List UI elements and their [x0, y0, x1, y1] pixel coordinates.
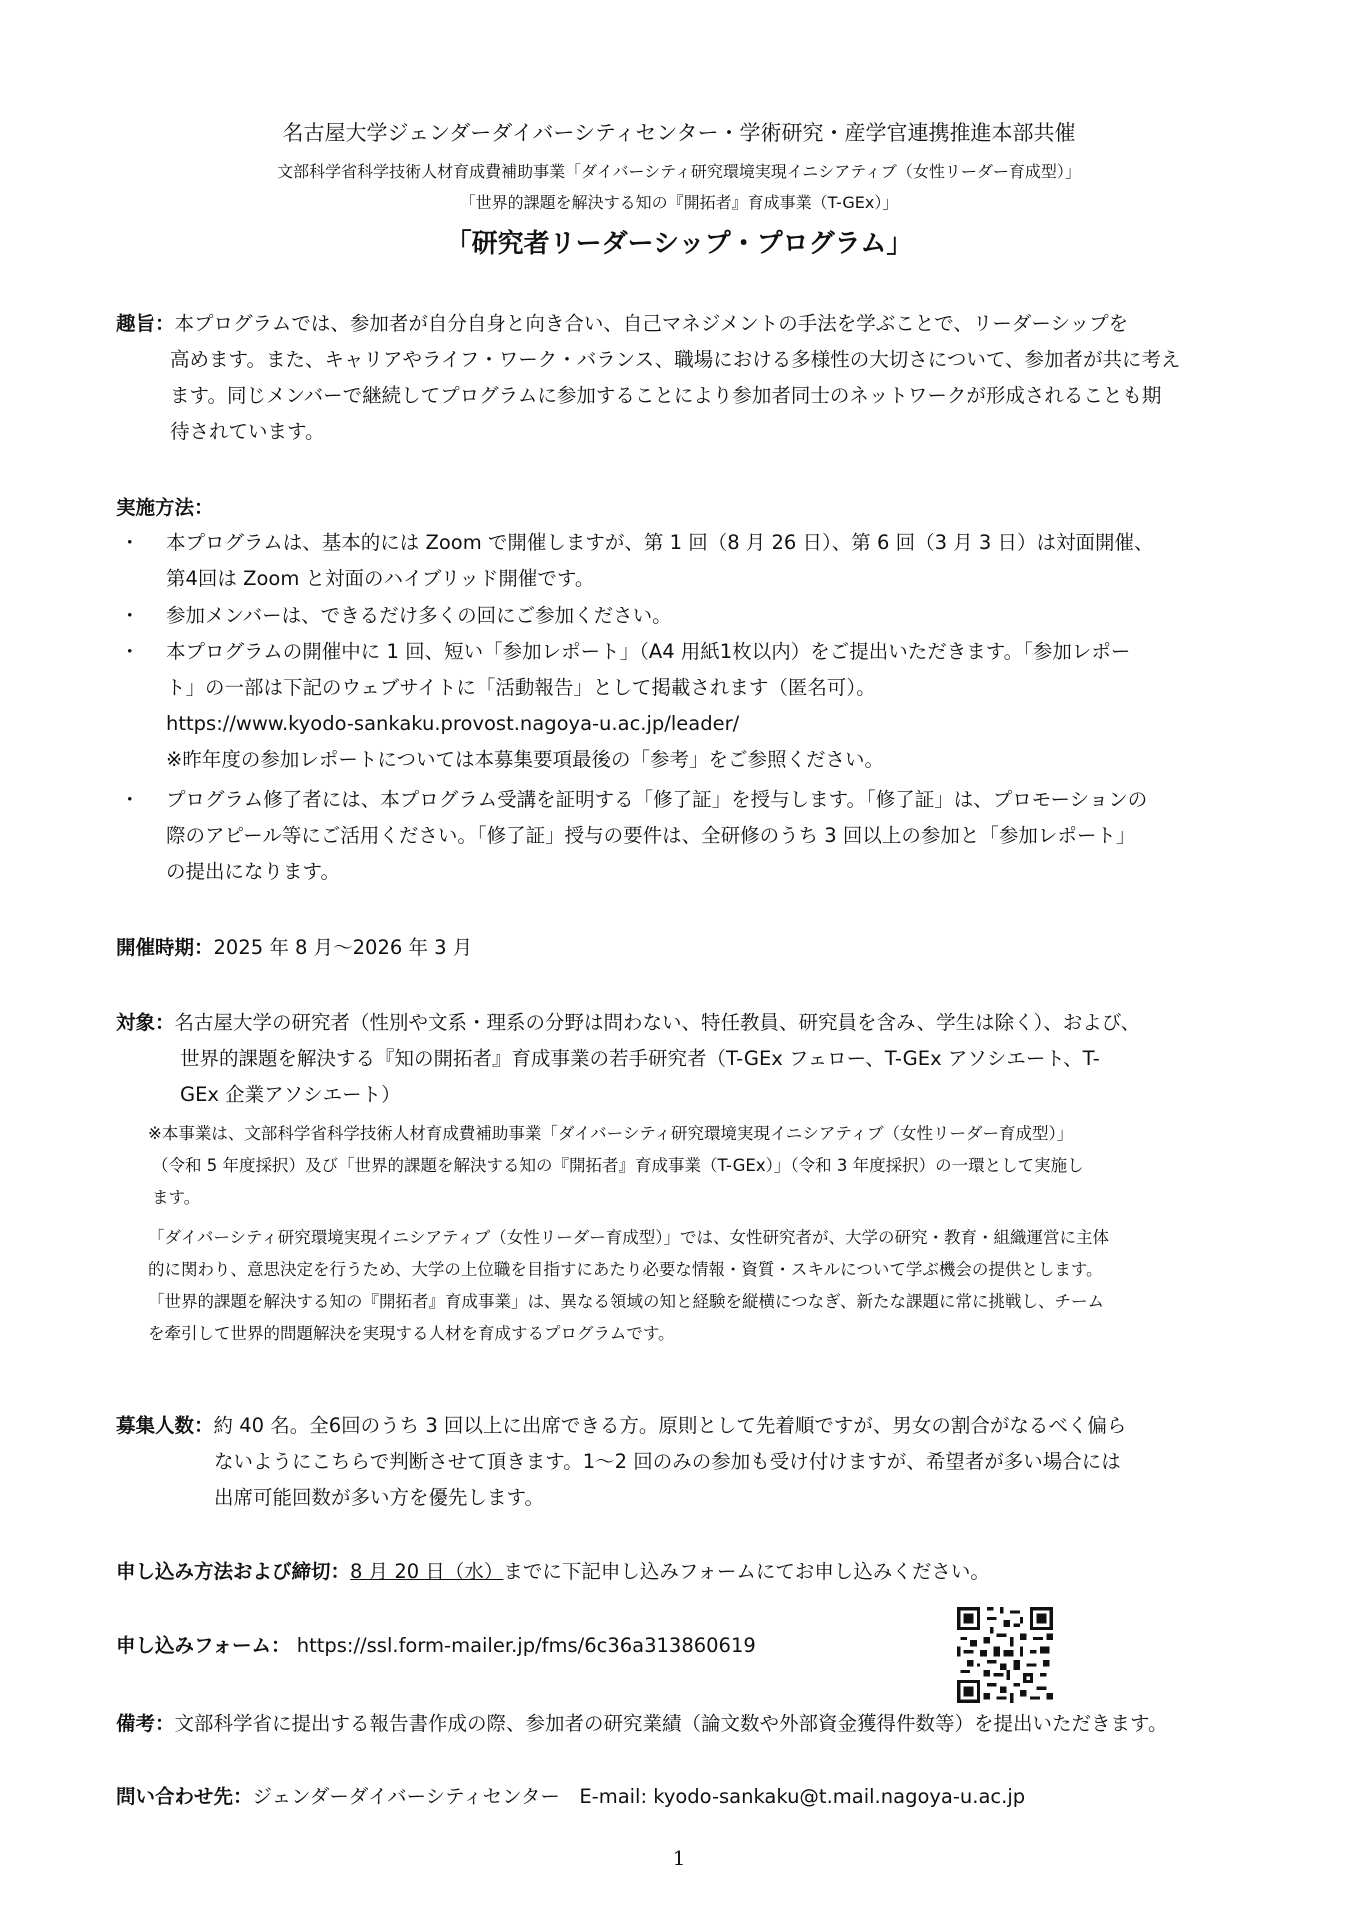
period-label: 開催時期： [116, 936, 214, 959]
method-line: 本プログラムは、基本的には Zoom で開催しますが、第 1 回（8 月 26 日）、第 6 回（3 月 3 日）は対面開催、 [166, 531, 1154, 554]
target-description [148, 1222, 1258, 1350]
apply-rest: までに下記申し込みフォームにてお申し込みください。 [503, 1560, 990, 1583]
period-value: 2025 年 8 月～2026 年 3 月 [213, 936, 473, 959]
target-line: GEx 企業アソシエート） [180, 1083, 401, 1106]
method-line: 参加メンバーは、できるだけ多くの回にご参加ください。 [166, 604, 672, 627]
method-line: 第4回は Zoom と対面のハイブリッド開催です。 [166, 567, 595, 590]
program-line-2: 「世界的課題を解決する知の『開拓者』育成事業（T-GEx）」 [459, 193, 899, 212]
qr-code-icon[interactable] [957, 1607, 1053, 1703]
purpose-line: ます。同じメンバーで継続してプログラムに参加することにより参加者同士のネットワークが形成されることも期 [170, 384, 1162, 407]
desc-line: 「世界的課題を解決する知の『開拓者』育成事業」は、異なる領域の知と経験を縦横につなぎ、新たな課題に常に挑戦し、チーム [148, 1292, 1105, 1311]
purpose-label: 趣旨： [116, 312, 175, 335]
method-line: ※昨年度の参加レポートについては本募集要項最後の「参考」をご参照ください。 [166, 748, 884, 771]
purpose-line: 待されています。 [170, 420, 325, 443]
recruit-line: 約 40 名。全6回のうち 3 回以上に出席できる方。原則として先着順ですが、男女の割合がなるべく偏ら [213, 1414, 1127, 1437]
recruit-section [116, 1408, 1256, 1516]
method-line: ト」の一部は下記のウェブサイトに「活動報告」として掲載されます（匿名可）。 [166, 676, 876, 699]
apply-label: 申し込み方法および締切： [116, 1560, 351, 1583]
remarks-value: 文部科学省に提出する報告書作成の際、参加者の研究業績（論文数や外部資金獲得件数等）を提出いただきます。 [174, 1712, 1168, 1735]
note-line: （令和 5 年度採択）及び「世界的課題を解決する知の『開拓者』育成事業（T-GEx）」（令和 3 年度採択）の一環として実施し [152, 1156, 1084, 1175]
leader-url-link[interactable]: https://www.kyodo-sankaku.provost.nagoya-u.ac.jp/leader/ [166, 712, 740, 735]
contact-value[interactable]: ジェンダーダイバーシティセンター E-mail: kyodo-sankaku@t.mail.nagoya-u.ac.jp [252, 1785, 1026, 1808]
method-line: 際のアピール等にご活用ください。「修了証」授与の要件は、全研修のうち 3 回以上の参加と「参加レポート」 [166, 824, 1136, 847]
note-line: ます。 [152, 1188, 201, 1207]
bullet-mark: ・ [120, 788, 140, 811]
note-line: ※本事業は、文部科学省科学技術人材育成費補助事業「ダイバーシティ研究環境実現イニシアティブ（女性リーダー育成型）」 [148, 1124, 1074, 1143]
bullet-mark: ・ [120, 604, 140, 627]
form-section [116, 1628, 1256, 1664]
recruit-line: 出席可能回数が多い方を優先します。 [214, 1486, 544, 1509]
method-line: プログラム修了者には、本プログラム受講を証明する「修了証」を授与します。「修了証」は、プロモーションの [166, 788, 1148, 811]
purpose-section [116, 306, 1256, 450]
program-line-1: 文部科学省科学技術人材育成費補助事業「ダイバーシティ研究環境実現イニシアティブ（女性リーダー育成型）」 [277, 162, 1081, 181]
method-line: の提出になります。 [166, 860, 340, 883]
desc-line: 「ダイバーシティ研究環境実現イニシアティブ（女性リーダー育成型）」では、女性研究者が、大学の研究・教育・組織運営に主体 [148, 1228, 1109, 1247]
purpose-line: 高めます。また、キャリアやライフ・ワーク・バランス、職場における多様性の大切さについて、参加者が共に考え [170, 348, 1181, 371]
organizer-line: 名古屋大学ジェンダーダイバーシティセンター・学術研究・産学官連携推進本部共催 [282, 121, 1076, 145]
desc-line: を牽引して世界的問題解決を実現する人材を育成するプログラムです。 [148, 1324, 675, 1343]
purpose-line: 本プログラムでは、参加者が自分自身と向き合い、自己マネジメントの手法を学ぶことで、リーダーシップを [174, 312, 1129, 335]
method-label: 実施方法： [116, 496, 214, 519]
page-number: 1 [672, 1846, 686, 1870]
form-url-link[interactable]: https://ssl.form-mailer.jp/fms/6c36a313860619 [296, 1634, 756, 1657]
apply-section [116, 1554, 1256, 1590]
page-title: 「研究者リーダーシップ・プログラム」 [445, 229, 913, 259]
remarks-label: 備考： [116, 1712, 175, 1735]
recruit-label: 募集人数： [116, 1414, 214, 1437]
target-note [148, 1118, 1258, 1214]
method-line: 本プログラムの開催中に 1 回、短い「参加レポート」（A4 用紙1枚以内）をご提出いただきます。「参加レポー [166, 640, 1131, 663]
apply-deadline: 8 月 20 日（水） [350, 1560, 504, 1583]
target-line: 名古屋大学の研究者（性別や文系・理系の分野は問わない、特任教員、研究員を含み、学生は除く）、および、 [174, 1011, 1141, 1034]
method-item [116, 782, 1256, 890]
recruit-line: ないようにこちらで判断させて頂きます。1～2 回のみの参加も受け付けますが、希望者が多い場合には [214, 1450, 1121, 1473]
bullet-mark: ・ [120, 640, 140, 663]
method-item [116, 634, 1256, 778]
period-section [116, 930, 1256, 966]
contact-section [116, 1779, 1256, 1815]
target-label: 対象： [116, 1011, 175, 1034]
method-item [116, 525, 1256, 597]
bullet-mark: ・ [120, 531, 140, 554]
target-section [116, 1005, 1256, 1113]
desc-line: 的に関わり、意思決定を行うため、大学の上位職を目指すにあたり必要な情報・資質・スキルについて学ぶ機会の提供とします。 [148, 1260, 1103, 1279]
contact-label: 問い合わせ先： [116, 1785, 253, 1808]
target-line: 世界的課題を解決する『知の開拓者』育成事業の若手研究者（T-GEx フェロー、T-GEx アソシエート、T- [180, 1047, 1100, 1070]
form-label: 申し込みフォーム： [116, 1634, 291, 1657]
remarks-section [116, 1706, 1256, 1742]
method-item [116, 598, 1256, 634]
